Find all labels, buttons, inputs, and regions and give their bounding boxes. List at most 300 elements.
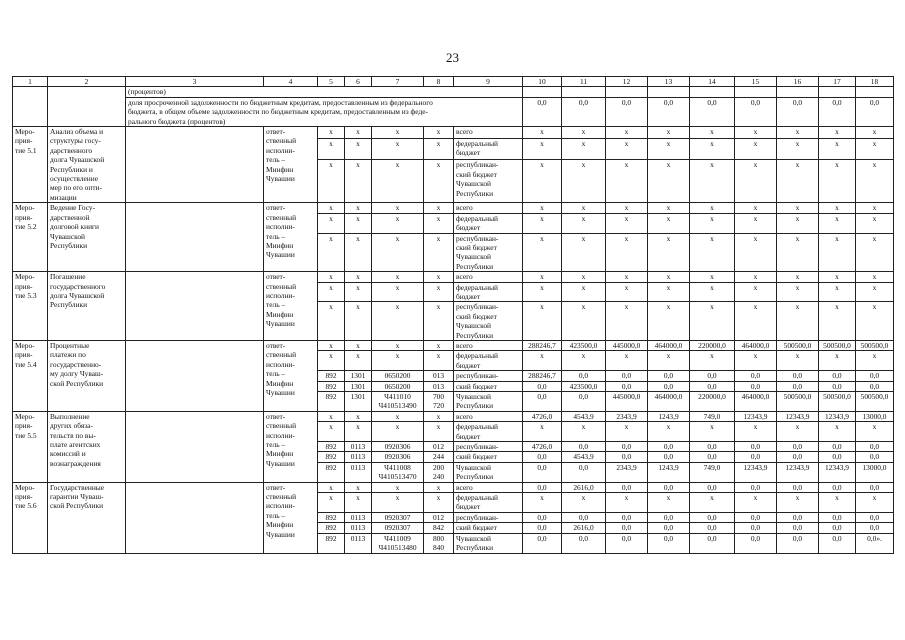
code-section: 1301 (345, 392, 372, 412)
funding-source (454, 523, 523, 533)
code-expense-type (424, 442, 454, 452)
text-line: х (436, 203, 441, 213)
text-line: ский бюджет (456, 523, 497, 533)
unit-label: (процентов) (126, 87, 523, 97)
funding-value: 0,0 (523, 512, 562, 522)
text-line: х (395, 422, 400, 432)
funding-value: х (523, 302, 562, 341)
funding-value: х (606, 302, 648, 341)
text-line: плате агентских (50, 440, 101, 450)
funding-value: 0,0 (648, 381, 690, 391)
code-grbs: 892 (318, 462, 345, 482)
text-line: Чувашии (266, 388, 295, 397)
code-section: 0113 (345, 512, 372, 522)
text-line: всего (456, 203, 473, 213)
text-line: Государственные (50, 482, 105, 492)
text-line: дарственного (50, 145, 93, 155)
funding-source (454, 482, 523, 492)
funding-value: х (562, 127, 606, 139)
event-label (13, 340, 48, 411)
text-line: 013 (432, 381, 445, 391)
code-expense-type (424, 411, 454, 421)
funding-value: х (690, 233, 735, 272)
funding-value: 0,0 (606, 482, 648, 492)
text-line: Погашение (50, 272, 86, 282)
text-line: Чувашской (456, 252, 492, 262)
code-target (372, 371, 424, 381)
funding-value: х (819, 213, 856, 233)
code-expense-type (424, 452, 454, 462)
funding-value: х (562, 351, 606, 371)
funding-value: 0,0 (690, 533, 735, 553)
text-line: х (395, 160, 400, 170)
text-line: вознаграждения (50, 458, 101, 468)
column-number-8: 8 (424, 77, 454, 87)
funding-value: 0,0 (562, 512, 606, 522)
text-line: исполни- (266, 145, 295, 155)
blank-cell (777, 87, 819, 97)
text-line: ответ- (266, 411, 286, 421)
funding-value: 0,0 (777, 452, 819, 462)
code-target (372, 493, 424, 513)
blank-cell (126, 340, 264, 411)
funding-source (454, 282, 523, 302)
code-section: х (345, 493, 372, 513)
funding-source (454, 127, 523, 139)
funding-value: 4726,0 (523, 442, 562, 452)
funding-source (454, 351, 523, 371)
text-line: х (395, 272, 400, 282)
responsible-executor (264, 411, 318, 482)
code-expense-type (424, 523, 454, 533)
text-line: 700 (432, 392, 445, 401)
text-line: тель – (266, 231, 286, 241)
funding-value: х (648, 302, 690, 341)
code-grbs: х (318, 203, 345, 213)
funding-value: х (606, 282, 648, 302)
code-grbs: х (318, 351, 345, 371)
text-line: 012 (432, 512, 445, 522)
code-grbs: х (318, 272, 345, 282)
text-line: тель – (266, 300, 286, 310)
code-section: х (345, 213, 372, 233)
funding-value: х (777, 138, 819, 160)
text-line: 0920307 (384, 512, 411, 522)
text-line: бюджет (456, 223, 481, 233)
column-number-14: 14 (690, 77, 735, 87)
indicator-value: 0,0 (777, 97, 819, 126)
text-line: х (395, 411, 400, 421)
indicator-value: 0,0 (523, 97, 562, 126)
funding-value: 0,0 (735, 371, 777, 381)
funding-value: 13000,0 (856, 411, 894, 421)
text-line: Ч411008 (384, 462, 411, 472)
code-target (372, 512, 424, 522)
text-line: федеральный (456, 213, 498, 223)
funding-value: 0,0 (562, 462, 606, 482)
funding-value: х (735, 138, 777, 160)
code-section: х (345, 411, 372, 421)
text-line: мизации (50, 192, 77, 202)
funding-value: х (562, 233, 606, 272)
text-line: всего (456, 272, 473, 282)
text-line: х (395, 482, 400, 492)
code-grbs: х (318, 411, 345, 421)
text-line: Ч410513490 (378, 401, 417, 411)
code-expense-type (424, 392, 454, 412)
funding-value: х (735, 213, 777, 233)
funding-value: х (735, 422, 777, 442)
funding-value: 0,0 (523, 392, 562, 412)
code-section: 0113 (345, 462, 372, 482)
text-line: республикан- (456, 371, 499, 381)
funding-value: х (648, 127, 690, 139)
funding-value: 12343,9 (777, 462, 819, 482)
funding-value: 0,0 (606, 371, 648, 381)
funding-value: 0,0 (819, 381, 856, 391)
funding-value: х (606, 138, 648, 160)
text-line: тель – (266, 510, 286, 520)
indicator-value: 0,0 (648, 97, 690, 126)
text-line: ответ- (266, 482, 286, 492)
text-line: бюджета, в общем объеме задолженности по бюджетным кредитам, предоставленным из феде- (128, 107, 428, 117)
text-line: Ч411009 (384, 533, 411, 543)
code-section: х (345, 302, 372, 341)
code-target (372, 442, 424, 452)
funding-value: 12343,9 (819, 411, 856, 421)
text-line: доля просроченной задолженности по бюджетным кредитам, предоставленным из федерального (128, 97, 433, 107)
text-line: х (436, 422, 441, 432)
text-line: тие 5.1 (15, 145, 37, 155)
text-line: тель – (266, 155, 286, 165)
text-line: Минфин (266, 520, 294, 530)
blank-cell (735, 87, 777, 97)
text-line: прия- (15, 421, 33, 431)
funding-value: х (606, 422, 648, 442)
text-line: х (436, 493, 441, 503)
text-line: 800 (432, 533, 445, 543)
text-line: республикан- (456, 302, 499, 312)
text-line: х (395, 233, 400, 243)
text-line: Ведение Госу- (50, 203, 96, 213)
funding-value: х (648, 138, 690, 160)
funding-value: х (819, 160, 856, 203)
text-line: х (436, 282, 441, 292)
code-target (372, 381, 424, 391)
funding-value: 0,0 (735, 482, 777, 492)
funding-value: х (690, 422, 735, 442)
funding-value: х (690, 138, 735, 160)
funding-value: х (523, 351, 562, 371)
event-name (48, 203, 126, 272)
indicator-value: 0,0 (856, 97, 894, 126)
funding-value: х (648, 272, 690, 282)
page-number: 23 (446, 50, 459, 65)
event-label (13, 411, 48, 482)
responsible-executor (264, 127, 318, 203)
text-line: х (395, 302, 400, 312)
code-target (372, 482, 424, 492)
code-grbs: 892 (318, 533, 345, 553)
funding-value: 464000,0 (735, 392, 777, 412)
funding-value: 2343,9 (606, 462, 648, 482)
text-line: ственный (266, 492, 297, 502)
text-line: Республики (456, 188, 494, 198)
funding-value: х (777, 127, 819, 139)
code-section: 1301 (345, 371, 372, 381)
text-line: Анализ объема и (50, 127, 104, 137)
text-line: ственный (266, 350, 297, 360)
text-line: других обяза- (50, 421, 93, 431)
unit-row (13, 87, 894, 97)
column-number-18: 18 (856, 77, 894, 87)
funding-value: х (819, 203, 856, 213)
funding-value: 0,0 (735, 442, 777, 452)
funding-source (454, 381, 523, 391)
code-expense-type (424, 203, 454, 213)
blank-cell (523, 87, 562, 97)
code-expense-type (424, 351, 454, 371)
funding-value: 0,0 (523, 533, 562, 553)
text-line: 720 (432, 401, 445, 411)
funding-value: 0,0 (819, 452, 856, 462)
funding-source (454, 512, 523, 522)
funding-value: 12343,9 (735, 462, 777, 482)
code-grbs: 892 (318, 523, 345, 533)
funding-value: х (856, 422, 894, 442)
funding-value: 0,0 (606, 452, 648, 462)
text-line: Республики (456, 401, 494, 411)
funding-value: х (735, 282, 777, 302)
column-number-9: 9 (454, 77, 523, 87)
text-line: х (436, 411, 441, 421)
funding-value: х (777, 272, 819, 282)
funding-value: 0,0 (690, 371, 735, 381)
funding-value: 0,0 (562, 371, 606, 381)
text-line: бюджет (456, 291, 481, 301)
funding-source (454, 371, 523, 381)
text-line: ственный (266, 281, 297, 291)
funding-value: 0,0 (856, 452, 894, 462)
text-line: федеральный (456, 351, 498, 361)
column-number-1: 1 (13, 77, 48, 87)
funding-value: 4726,0 (523, 411, 562, 421)
funding-value: 0,0 (648, 523, 690, 533)
text-line: структуры госу- (50, 136, 101, 146)
text-line: ответ- (266, 340, 286, 350)
funding-value: х (523, 282, 562, 302)
funding-value: 0,0». (856, 533, 894, 553)
text-line: ский бюджет (456, 311, 497, 321)
funding-value: х (777, 422, 819, 442)
funding-value: х (690, 302, 735, 341)
text-line: 013 (432, 371, 445, 381)
funding-value: х (606, 127, 648, 139)
funding-value: 0,0 (735, 512, 777, 522)
funding-value: х (690, 493, 735, 513)
text-line: 012 (432, 442, 445, 452)
blank-cell (856, 87, 894, 97)
funding-value: 0,0 (606, 512, 648, 522)
funding-value: х (856, 272, 894, 282)
funding-value: х (648, 160, 690, 203)
funding-value: х (523, 138, 562, 160)
funding-source (454, 493, 523, 513)
text-line: бюджет (456, 360, 481, 370)
text-line: ответ- (266, 127, 286, 137)
text-line: х (436, 233, 441, 243)
text-line: тельств по вы- (50, 430, 96, 440)
text-line: долговой книги (50, 222, 100, 232)
table-row (13, 482, 894, 492)
text-line: 842 (432, 523, 445, 533)
text-line: федеральный (456, 138, 498, 148)
responsible-executor (264, 340, 318, 411)
code-target (372, 213, 424, 233)
funding-value: х (690, 203, 735, 213)
funding-value: 0,0 (606, 533, 648, 553)
funding-value: х (777, 203, 819, 213)
funding-value: х (777, 493, 819, 513)
code-grbs: 892 (318, 381, 345, 391)
funding-value: х (856, 351, 894, 371)
code-expense-type (424, 233, 454, 272)
code-target (372, 351, 424, 371)
funding-value: 500500,0 (819, 392, 856, 412)
text-line: бюджет (456, 431, 481, 441)
text-line: платежи по (50, 350, 86, 360)
code-target (372, 203, 424, 213)
funding-value: 0,0 (819, 512, 856, 522)
table-row (13, 340, 894, 350)
funding-value: х (856, 282, 894, 302)
code-target (372, 422, 424, 442)
text-line: долга Чувашской (50, 155, 105, 165)
funding-source (454, 392, 523, 412)
text-line: ской Республики (50, 378, 104, 388)
text-line: Минфин (266, 378, 294, 388)
funding-value: 500500,0 (777, 340, 819, 350)
text-line: Ч411010 (384, 392, 411, 401)
text-line: республикан- (456, 512, 499, 522)
text-line: Меро- (15, 127, 35, 137)
column-number-13: 13 (648, 77, 690, 87)
funding-value: 0,0 (777, 533, 819, 553)
funding-value: 423500,0 (562, 340, 606, 350)
text-line: федеральный (456, 493, 498, 503)
code-target (372, 462, 424, 482)
column-number-15: 15 (735, 77, 777, 87)
text-line: федеральный (456, 282, 498, 292)
text-line: Республики (50, 240, 88, 250)
text-line: тие 5.3 (15, 290, 37, 300)
funding-value: х (690, 160, 735, 203)
blank-cell (48, 87, 126, 127)
funding-value: 4543,9 (562, 452, 606, 462)
table-row (13, 272, 894, 282)
funding-value: 0,0 (606, 523, 648, 533)
code-expense-type (424, 340, 454, 350)
text-line: 200 (432, 462, 445, 472)
code-grbs: х (318, 493, 345, 513)
text-line: Чувашской (456, 321, 492, 331)
funding-source (454, 422, 523, 442)
code-grbs: х (318, 302, 345, 341)
funding-value: 0,0 (562, 392, 606, 412)
text-line: 0920306 (384, 442, 411, 452)
text-line: х (395, 138, 400, 148)
funding-value: 0,0 (856, 442, 894, 452)
code-section: 0113 (345, 533, 372, 553)
funding-value: 0,0 (690, 442, 735, 452)
funding-value: 0,0 (648, 452, 690, 462)
funding-value: 0,0 (856, 482, 894, 492)
code-grbs: х (318, 482, 345, 492)
text-line: бюджет (456, 502, 481, 512)
code-grbs: х (318, 340, 345, 350)
text-line: х (395, 213, 400, 223)
text-line: прия- (15, 281, 33, 291)
funding-value: 0,0 (523, 462, 562, 482)
event-name (48, 411, 126, 482)
funding-value: 1243,9 (648, 411, 690, 421)
text-line: комиссий и (50, 449, 86, 459)
event-label (13, 127, 48, 203)
text-line: Чувашской (456, 179, 492, 189)
funding-value: х (819, 351, 856, 371)
funding-value: 500500,0 (856, 392, 894, 412)
program-table (12, 76, 889, 554)
funding-value: х (856, 493, 894, 513)
funding-value: х (735, 203, 777, 213)
funding-value: х (562, 302, 606, 341)
funding-source (454, 411, 523, 421)
blank-cell (562, 87, 606, 97)
funding-value: 0,0 (819, 533, 856, 553)
text-line: Минфин (266, 449, 294, 459)
code-target (372, 127, 424, 139)
text-line: Республики и (50, 164, 93, 174)
funding-value: 0,0 (819, 523, 856, 533)
text-line: х (436, 340, 441, 350)
funding-value: х (690, 127, 735, 139)
funding-value: 0,0 (735, 452, 777, 462)
funding-source (454, 203, 523, 213)
funding-value: х (562, 272, 606, 282)
funding-value: 0,0 (735, 533, 777, 553)
funding-value: х (523, 493, 562, 513)
text-line: тие 5.5 (15, 430, 37, 440)
responsible-executor (264, 272, 318, 341)
funding-value: 0,0 (819, 442, 856, 452)
funding-value: 2343,9 (606, 411, 648, 421)
text-line: ственный (266, 421, 297, 431)
funding-value: х (562, 203, 606, 213)
column-numbers-row (13, 77, 894, 87)
responsible-executor (264, 482, 318, 553)
blank-cell (126, 482, 264, 553)
code-grbs: х (318, 213, 345, 233)
text-line: 840 (432, 543, 445, 553)
funding-value: х (819, 493, 856, 513)
funding-value: 12343,9 (819, 462, 856, 482)
funding-value: 0,0 (606, 442, 648, 452)
text-line: Республики (456, 472, 494, 482)
text-line: Чувашии (266, 458, 295, 468)
indicator-value: 0,0 (606, 97, 648, 126)
funding-value: 0,0 (648, 371, 690, 381)
funding-value: х (856, 302, 894, 341)
